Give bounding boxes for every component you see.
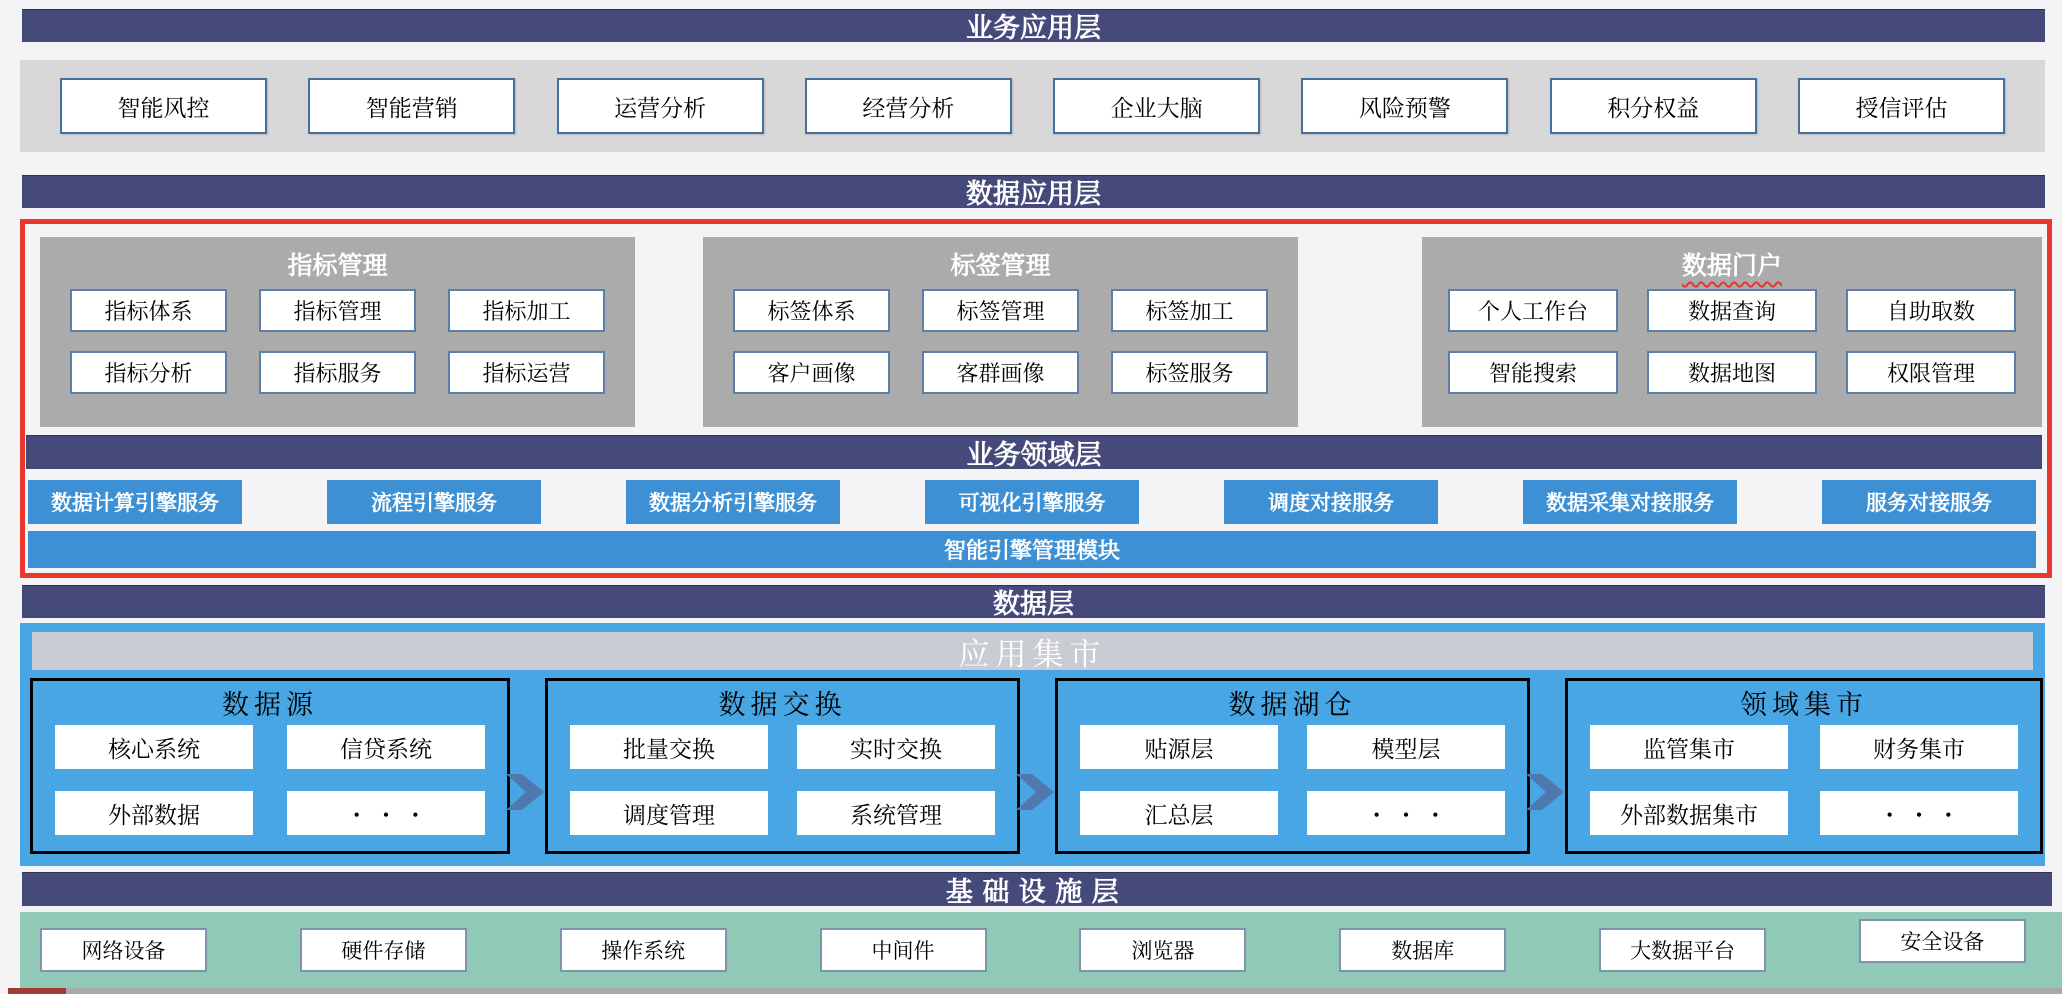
service-box: 服务对接服务 xyxy=(1822,480,2036,524)
data-box: 信贷系统 xyxy=(287,725,485,769)
data-box: 外部数据 xyxy=(55,791,253,835)
section-title-text: 数据门户 xyxy=(1681,252,1782,280)
data-section-row xyxy=(1058,725,1527,769)
infra-box: 硬件存储 xyxy=(300,928,467,972)
section-title xyxy=(703,245,1298,283)
flow-arrow-icon xyxy=(506,770,544,814)
engine-services-row xyxy=(28,480,2036,524)
section-title xyxy=(40,245,635,283)
flow-arrow-icon xyxy=(1526,770,1564,814)
feature-box: 数据地图 xyxy=(1647,351,1817,394)
section-row xyxy=(1422,351,2042,394)
feature-box: 标签加工 xyxy=(1111,289,1268,332)
data-box: 监管集市 xyxy=(1590,725,1788,769)
bottom-red-fragment xyxy=(8,988,66,994)
data-box: 系统管理 xyxy=(797,791,995,835)
business-app-band xyxy=(20,60,2045,152)
feature-box: 数据查询 xyxy=(1647,289,1817,332)
data-box: 汇总层 xyxy=(1080,791,1278,835)
data-box: ・ ・ ・ xyxy=(287,791,485,835)
section-title-text: 标签管理 xyxy=(950,252,1051,280)
data-section-title: 数据交换 xyxy=(718,689,847,721)
service-box: 调度对接服务 xyxy=(1224,480,1438,524)
feature-box: 标签体系 xyxy=(733,289,890,332)
layer-header-data: 数据层 xyxy=(22,585,2045,618)
section-row xyxy=(40,289,635,332)
data-layer-area xyxy=(20,623,2045,866)
app-box: 风险预警 xyxy=(1301,78,1508,134)
data-section-row xyxy=(548,791,1017,835)
section-indicator-management xyxy=(40,237,635,427)
layer-header-business-app: 业务应用层 xyxy=(22,9,2045,42)
data-section-domain-mart xyxy=(1565,678,2043,854)
data-box: 核心系统 xyxy=(55,725,253,769)
app-box: 智能营销 xyxy=(308,78,515,134)
engine-management-bar: 智能引擎管理模块 xyxy=(28,531,2036,568)
feature-box: 指标管理 xyxy=(259,289,416,332)
data-box: 财务集市 xyxy=(1820,725,2018,769)
section-title xyxy=(1422,245,2042,283)
feature-box: 指标分析 xyxy=(70,351,227,394)
infra-box: 网络设备 xyxy=(40,928,207,972)
service-box: 数据采集对接服务 xyxy=(1523,480,1737,524)
app-box: 经营分析 xyxy=(805,78,1012,134)
feature-box: 指标加工 xyxy=(448,289,605,332)
app-box: 授信评估 xyxy=(1798,78,2005,134)
data-section-title: 领域集市 xyxy=(1740,689,1868,721)
feature-box: 自助取数 xyxy=(1846,289,2016,332)
service-box: 流程引擎服务 xyxy=(327,480,541,524)
service-box: 可视化引擎服务 xyxy=(925,480,1139,524)
feature-box: 权限管理 xyxy=(1846,351,2016,394)
feature-box: 指标体系 xyxy=(70,289,227,332)
data-section-title: 数据源 xyxy=(222,689,318,721)
infra-box: 大数据平台 xyxy=(1599,928,1766,972)
data-box: 外部数据集市 xyxy=(1590,791,1788,835)
bottom-edge-bar xyxy=(8,988,2062,994)
section-tag-management xyxy=(703,237,1298,427)
application-mart-banner: 应用集市 xyxy=(32,632,2033,670)
data-box: 模型层 xyxy=(1307,725,1505,769)
infra-box: 浏览器 xyxy=(1079,928,1246,972)
section-row xyxy=(703,351,1298,394)
section-data-portal xyxy=(1422,237,2042,427)
app-box: 企业大脑 xyxy=(1053,78,1260,134)
data-section-row xyxy=(33,725,507,769)
data-box: ・ ・ ・ xyxy=(1307,791,1505,835)
data-box: 贴源层 xyxy=(1080,725,1278,769)
data-box: ・ ・ ・ xyxy=(1820,791,2018,835)
feature-box: 客群画像 xyxy=(922,351,1079,394)
data-section-exchange xyxy=(545,678,1020,854)
data-section-row xyxy=(1568,725,2040,769)
flow-arrow-icon xyxy=(1016,770,1054,814)
feature-box: 智能搜索 xyxy=(1448,351,1618,394)
data-section-source xyxy=(30,678,510,854)
feature-box: 个人工作台 xyxy=(1448,289,1618,332)
app-box: 运营分析 xyxy=(557,78,764,134)
data-section-title: 数据湖仓 xyxy=(1228,689,1357,721)
infra-box: 安全设备 xyxy=(1859,919,2026,963)
data-box: 批量交换 xyxy=(570,725,768,769)
data-box: 实时交换 xyxy=(797,725,995,769)
data-section-row xyxy=(1058,791,1527,835)
layer-header-data-app: 数据应用层 xyxy=(22,175,2045,208)
service-box: 数据计算引擎服务 xyxy=(28,480,242,524)
layer-header-infrastructure: 基础设施层 xyxy=(22,872,2052,906)
app-box: 积分权益 xyxy=(1550,78,1757,134)
service-box: 数据分析引擎服务 xyxy=(626,480,840,524)
section-row xyxy=(1422,289,2042,332)
app-box: 智能风控 xyxy=(60,78,267,134)
feature-box: 指标运营 xyxy=(448,351,605,394)
layer-header-business-domain: 业务领域层 xyxy=(26,435,2042,469)
feature-box: 指标服务 xyxy=(259,351,416,394)
feature-box: 标签服务 xyxy=(1111,351,1268,394)
infra-box: 操作系统 xyxy=(560,928,727,972)
data-box: 调度管理 xyxy=(570,791,768,835)
infra-box: 中间件 xyxy=(820,928,987,972)
data-section-row xyxy=(548,725,1017,769)
feature-box: 标签管理 xyxy=(922,289,1079,332)
section-title-text: 指标管理 xyxy=(287,252,388,280)
data-section-row xyxy=(33,791,507,835)
section-row xyxy=(703,289,1298,332)
data-section-lakehouse xyxy=(1055,678,1530,854)
infra-box: 数据库 xyxy=(1339,928,1506,972)
feature-box: 客户画像 xyxy=(733,351,890,394)
data-section-row xyxy=(1568,791,2040,835)
infrastructure-band xyxy=(20,912,2062,988)
section-row xyxy=(40,351,635,394)
